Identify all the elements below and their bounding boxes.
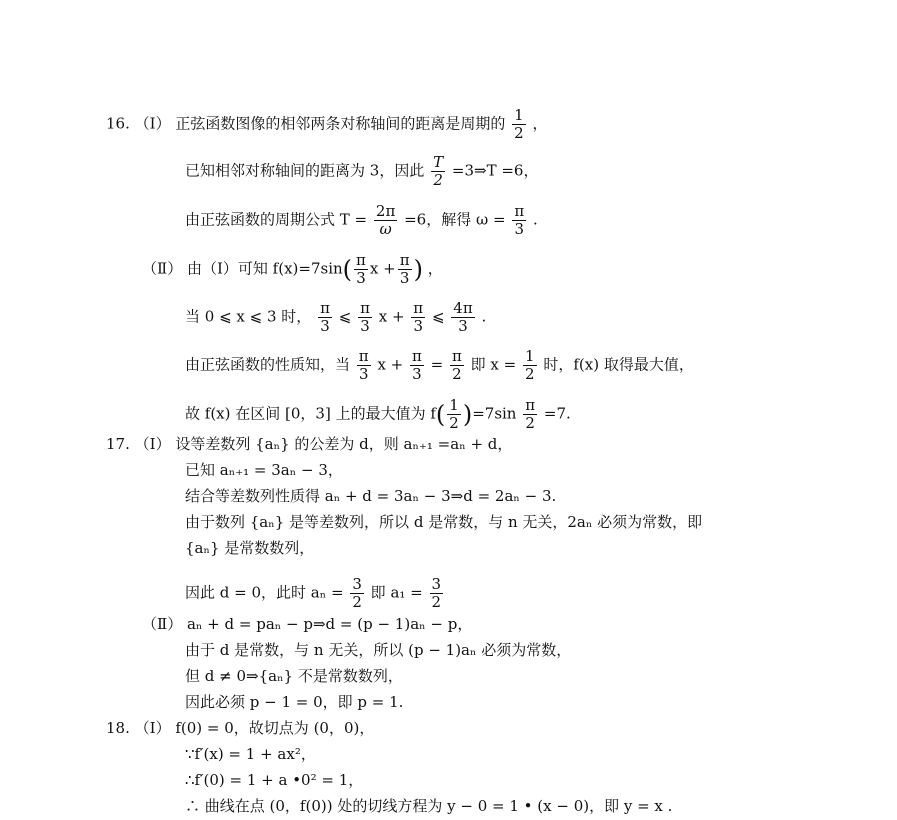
problem-17-part-2-line-1: [142, 614, 472, 634]
part-tag: （Ⅰ）: [134, 435, 171, 453]
fraction: $\frac{\pi}{3}$: [356, 251, 366, 287]
fraction: $\frac{3}{2}$: [431, 575, 442, 611]
problem-18-line-3: ∴f′(0) = 1 + a •0² = 1，: [185, 771, 364, 789]
paren: ): [462, 400, 473, 429]
problem-17-line-3: 结合等差数列性质得 aₙ + d = 3aₙ − 3⇒d = 2aₙ − 3.: [185, 487, 557, 505]
fraction: $\frac{1}{2}$: [449, 396, 459, 432]
text: ，: [427, 259, 443, 278]
text: 时，f(x) 取得最大值，: [543, 355, 694, 374]
fraction: $\frac{\pi}{3}$: [413, 299, 424, 335]
fraction: $\frac{1}{2}$: [525, 347, 535, 383]
fraction: $\frac{\pi}{3}$: [514, 202, 525, 238]
fraction: $\frac{\pi}{3}$: [412, 347, 422, 383]
text: 因此 d = 0，此时 aₙ =: [185, 583, 344, 602]
text: x +: [369, 259, 396, 278]
text: 正弦函数图像的相邻两条对称轴间的距离是周期的: [175, 114, 506, 133]
problem-16-line-6: [185, 348, 694, 383]
part-tag: （Ⅰ）: [134, 719, 171, 737]
problem-17-line-4: 由于数列 {aₙ} 是等差数列，所以 d 是常数，与 n 无关，2aₙ 必须为常数，即: [185, 513, 703, 531]
fraction: $\frac{\pi}{3}$: [399, 251, 410, 287]
fraction: $\frac{4\pi}{3}$: [453, 299, 473, 335]
text: 由（Ⅰ）可知 f(x)=7sin: [186, 259, 343, 278]
part-tag: （Ⅰ）: [134, 114, 171, 133]
text: 故 f(x) 在区间 [0，3] 上的最大值为 f: [185, 404, 436, 423]
problem-16-line-7: [185, 397, 571, 432]
text: =7.: [543, 404, 571, 423]
text: ⩽: [431, 307, 445, 326]
problem-16-part-2-line-1: [142, 252, 443, 287]
fraction: $\frac{1}{2}$: [514, 106, 524, 142]
part-tag: （Ⅱ）: [142, 259, 183, 278]
fraction: $\frac{2\pi}{\omega}$: [375, 202, 396, 238]
fraction: $\frac{T}{2}$: [433, 153, 444, 189]
text: 已知相邻对称轴间的距离为 3，因此: [185, 161, 425, 180]
problem-18-line-2: ∵f′(x) = 1 + ax²，: [185, 745, 316, 763]
problem-18-line-4: ∴ 曲线在点 (0，f(0)) 处的切线方程为 y − 0 = 1 • (x − 0)，即 y = x .: [185, 797, 673, 815]
part-tag: （Ⅱ）: [142, 615, 183, 633]
problem-17-part-1-line-1: [106, 434, 512, 454]
text: ，: [532, 114, 548, 133]
text: =7sin: [472, 404, 517, 423]
text: x +: [378, 307, 405, 326]
text: ⩽: [338, 307, 352, 326]
fraction: $\frac{\pi}{3}$: [358, 347, 369, 383]
problem-17-line-2: 已知 aₙ₊₁ = 3aₙ − 3，: [185, 461, 343, 479]
text: x +: [377, 355, 404, 374]
text: =6，解得 ω =: [404, 210, 506, 229]
problem-18-part-1-line-1: [106, 718, 374, 738]
text: 设等差数列 {aₙ} 的公差为 d，则 aₙ₊₁ =aₙ + d，: [175, 435, 513, 453]
text: f(0) = 0，故切点为 (0，0)，: [175, 719, 375, 737]
paren: ): [413, 255, 423, 284]
problem-16-line-3: [185, 203, 538, 238]
text: 即 a₁ =: [370, 583, 423, 602]
problem-16-line-2: [185, 154, 538, 189]
text: .: [481, 307, 487, 326]
problem-17-line-9: 但 d ≠ 0⇒{aₙ} 不是常数数列，: [185, 667, 403, 685]
problem-17-line-10: 因此必须 p − 1 = 0，即 p = 1.: [185, 693, 404, 711]
text: =: [430, 355, 444, 374]
text: 由正弦函数的周期公式 T =: [185, 210, 368, 229]
paren: (: [435, 400, 446, 429]
fraction: $\frac{\pi}{2}$: [525, 396, 536, 432]
fraction: $\frac{3}{2}$: [352, 575, 362, 611]
problem-16-line-5: [185, 300, 486, 335]
problem-number: 17.: [106, 435, 130, 453]
problem-17-line-8: 由于 d 是常数，与 n 无关，所以 (p − 1)aₙ 必须为常数，: [185, 641, 572, 659]
text: 即 x =: [470, 355, 517, 374]
problem-16-part-1-line-1: [106, 107, 548, 142]
text: aₙ + d = paₙ − p⇒d = (p − 1)aₙ − p，: [186, 615, 473, 633]
text: =3⇒T =6，: [451, 161, 539, 180]
fraction: $\frac{\pi}{3}$: [360, 299, 370, 335]
problem-number: 18.: [106, 719, 130, 737]
text: 当 0 ⩽ x ⩽ 3 时，: [185, 307, 312, 326]
text: .: [532, 210, 538, 229]
problem-17-line-5: {aₙ} 是常数数列，: [185, 539, 315, 557]
fraction: $\frac{\pi}{3}$: [320, 299, 330, 335]
problem-17-line-6: [185, 576, 445, 611]
paren: (: [342, 255, 353, 284]
problem-number: 16.: [106, 114, 130, 133]
fraction: $\frac{\pi}{2}$: [452, 347, 462, 383]
text: 由正弦函数的性质知，当: [185, 355, 351, 374]
